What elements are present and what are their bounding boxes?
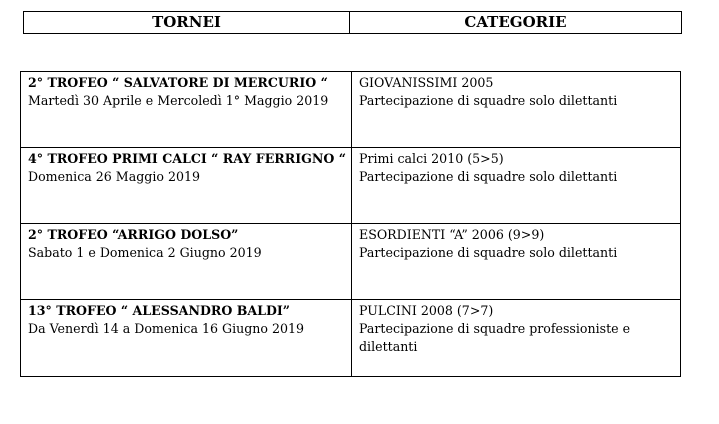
- torneo-cell: [21, 224, 352, 300]
- torneo-cell: [21, 148, 352, 224]
- table-row: [21, 300, 681, 377]
- torneo-title: 4° TROFEO PRIMI CALCI “ RAY FERRIGNO “: [28, 151, 346, 166]
- categoria-name: ESORDIENTI “A” 2006 (9>9): [359, 227, 545, 242]
- torneo-cell: [21, 300, 352, 377]
- categoria-cell: [352, 300, 681, 377]
- categoria-cell: [352, 148, 681, 224]
- categoria-cell: [352, 72, 681, 148]
- table-row: [21, 72, 681, 148]
- table-row: [21, 224, 681, 300]
- categoria-name: GIOVANISSIMI 2005: [359, 75, 494, 90]
- torneo-date: Da Venerdì 14 a Domenica 16 Giugno 2019: [28, 321, 305, 336]
- torneo-date: Sabato 1 e Domenica 2 Giugno 2019: [28, 245, 262, 260]
- header-tornei: TORNEI: [24, 12, 350, 34]
- header-table: [23, 11, 682, 34]
- categoria-partecipazione: Partecipazione di squadre solo dilettanti: [359, 93, 618, 108]
- categoria-name: Primi calci 2010 (5>5): [359, 151, 504, 166]
- table-row: [21, 148, 681, 224]
- torneo-title: 2° TROFEO “ SALVATORE DI MERCURIO “: [28, 75, 328, 90]
- categoria-partecipazione: Partecipazione di squadre professioniste e dilettanti: [359, 321, 631, 354]
- categoria-partecipazione: Partecipazione di squadre solo dilettanti: [359, 245, 618, 260]
- torneo-date: Martedì 30 Aprile e Mercoledì 1° Maggio 2019: [28, 93, 329, 108]
- categoria-cell: [352, 224, 681, 300]
- header-categorie: CATEGORIE: [350, 12, 682, 34]
- header-row: [24, 12, 682, 34]
- torneo-title: 13° TROFEO “ ALESSANDRO BALDI”: [28, 303, 291, 318]
- torneo-title: 2° TROFEO “ARRIGO DOLSO”: [28, 227, 239, 242]
- categoria-name: PULCINI 2008 (7>7): [359, 303, 494, 318]
- torneo-date: Domenica 26 Maggio 2019: [28, 169, 200, 184]
- tournaments-table: [20, 71, 681, 377]
- torneo-cell: [21, 72, 352, 148]
- categoria-partecipazione: Partecipazione di squadre solo dilettanti: [359, 169, 618, 184]
